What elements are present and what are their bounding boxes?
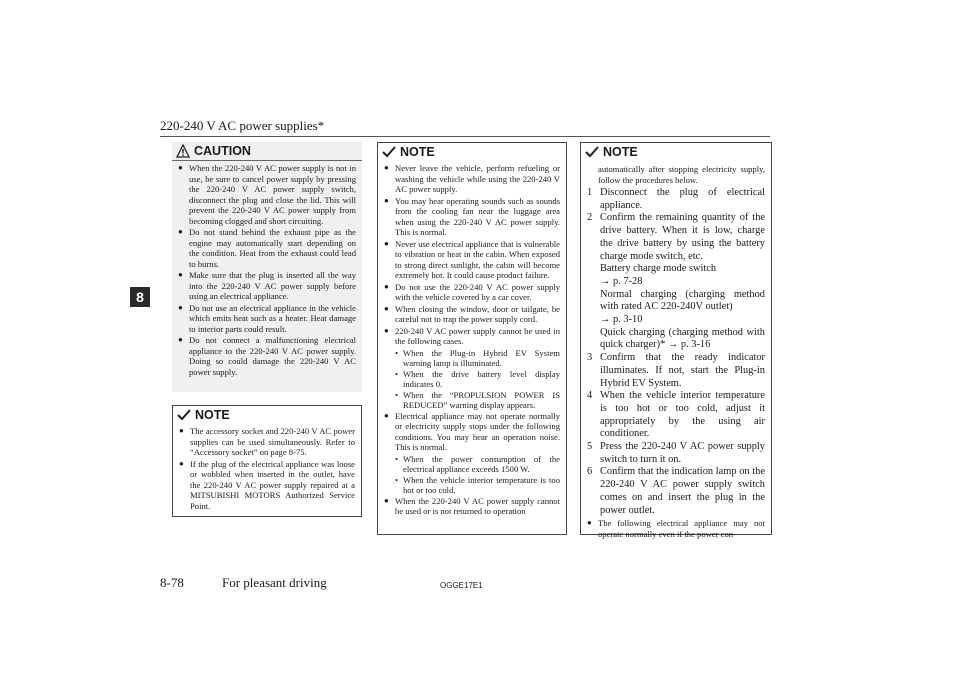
bullet-icon: ● bbox=[179, 426, 184, 435]
note-box-left bbox=[172, 405, 362, 517]
bullet-icon: ● bbox=[384, 163, 389, 172]
list-item: ● The accessory socket and 220-240 V AC power supplies can be used simultaneously. Refer to “Accessory socket” on page 8-75. bbox=[179, 426, 355, 457]
chapter-tab: 8 bbox=[130, 287, 150, 307]
page-header-title: 220-240 V AC power supplies* bbox=[160, 118, 325, 133]
reference-label: Battery charge mode switch bbox=[600, 263, 717, 275]
caution-header bbox=[172, 142, 362, 161]
reference-page: → p. 3-10 bbox=[600, 314, 643, 326]
list-item: ● Never leave the vehicle, perform refueling or washing the vehicle while using the 220-240 V AC power supply. bbox=[384, 163, 560, 194]
bullet-icon: ● bbox=[384, 303, 389, 313]
caution-box bbox=[172, 142, 362, 392]
note-header bbox=[378, 143, 566, 161]
bullet-icon: ● bbox=[178, 302, 183, 312]
sub-list-item: • When the power consumption of the electrical appliance exceeds 1500 W. bbox=[395, 453, 560, 474]
list-item: ● Do not use an electrical appliance in the vehicle which emits heat such as a heater. Heat damage to interior parts could result. bbox=[178, 302, 356, 334]
sub-list-item: • When the “PROPULSION POWER IS REDUCED” warning display appears. bbox=[395, 389, 560, 410]
list-item: ● Make sure that the plug is inserted all the way into the 220-240 V AC power supply before using an electrical appliance. bbox=[178, 270, 356, 301]
note-check-icon bbox=[177, 408, 191, 422]
document-code: OGGE17E1 bbox=[440, 581, 483, 590]
step-item: 1 Disconnect the plug of electrical appliance. bbox=[587, 187, 765, 211]
note-check-icon bbox=[585, 145, 599, 159]
note-title: NOTE bbox=[400, 145, 435, 159]
step-item: 3 Confirm that the ready indicator illuminates. If not, start the Plug-in Hybrid EV System. bbox=[587, 352, 765, 389]
note-title: NOTE bbox=[195, 408, 230, 422]
warning-triangle-icon bbox=[176, 144, 190, 158]
sub-list-item: • When the vehicle interior temperature is too hot or too cold. bbox=[395, 474, 560, 495]
step-item: 2 Confirm the remaining quantity of the drive battery. When it is low, charge the drive battery by using the battery charge mode switch, etc. bbox=[587, 212, 765, 262]
header-rule bbox=[160, 136, 770, 137]
note-title: NOTE bbox=[603, 145, 638, 159]
bullet-icon: ● bbox=[384, 238, 389, 248]
page-number: 8-78 bbox=[160, 575, 184, 590]
bullet-icon: ● bbox=[384, 495, 389, 505]
list-item: ● 220-240 V AC power supply cannot be used in the following cases. bbox=[384, 325, 560, 346]
step-item: 6 Confirm that the indication lamp on the 220-240 V AC power supply switch comes on and insert the plug in the power outlet. bbox=[587, 466, 765, 516]
caution-title: CAUTION bbox=[194, 144, 251, 158]
list-item: ● When the 220-240 V AC power supply is not in use, be sure to cancel power supply by pressing the 220-240 V AC power supply switch, disconnect the plug and close the lid. This will prevent the 220-240 V AC power supply from becoming clogged and short circuiting. bbox=[178, 163, 356, 226]
note-header bbox=[581, 143, 771, 161]
reference-page: → p. 7-28 bbox=[600, 275, 643, 287]
note-check-icon bbox=[382, 145, 396, 159]
list-item: ● Do not connect a malfunctioning electrical appliance to the 220-240 V AC power supply. Doing so could damage the 220-240 V AC power supply. bbox=[178, 335, 356, 377]
list-item: ● You may hear operating sounds such as sounds from the cooling fan near the luggage area when using the 220-240 V AC power supply. This is normal. bbox=[384, 195, 560, 237]
note-intro: automatically after stopping electricity supply, follow the procedures below. bbox=[598, 164, 765, 185]
note-header bbox=[173, 406, 361, 424]
list-item: ● Electrical appliance may not operate normally or electricity supply stops under the following conditions. You may hear an operation noise. This is normal. bbox=[384, 410, 560, 452]
list-item: ● Never use electrical appliance that is vulnerable to vibration or heat in the cabin. When exposed to strong direct sunlight, the cabin will become extremely hot. It could cause product failure. bbox=[384, 238, 560, 280]
bullet-icon: ● bbox=[587, 518, 592, 528]
bullet-icon: ● bbox=[179, 458, 184, 468]
bullet-icon: ● bbox=[178, 335, 183, 344]
bullet-icon: ● bbox=[384, 410, 389, 420]
step-item: 5 Press the 220-240 V AC power supply switch to turn it on. bbox=[587, 441, 765, 465]
sub-list-item: • When the drive battery level display indicates 0. bbox=[395, 368, 560, 389]
bullet-icon: ● bbox=[178, 270, 183, 279]
list-item: ● If the plug of the electrical appliance was loose or wobbled when inserted in the outlet, have the 220-240 V AC power supply repaired at a MITSUBISHI MOTORS Authorized Service Point. bbox=[179, 458, 355, 511]
note-box-right bbox=[580, 142, 772, 539]
bullet-icon: ● bbox=[384, 325, 389, 335]
list-item: ● Do not stand behind the exhaust pipe as the engine may automatically start depending on the condition. Heat from the exhaust could lead to burns. bbox=[178, 227, 356, 269]
bullet-icon: ● bbox=[178, 227, 183, 236]
bullet-icon: ● bbox=[178, 163, 183, 172]
list-item: ● When closing the window, door or tailgate, be careful not to trap the power supply cord. bbox=[384, 303, 560, 324]
list-item: ● The following electrical appliance may not operate normally even if the power con- bbox=[587, 518, 765, 539]
sub-list-item: • When the Plug-in Hybrid EV System warning lamp is illuminated. bbox=[395, 347, 560, 368]
reference-label: Normal charging (charging method with rated AC 220-240V outlet) bbox=[600, 288, 765, 313]
bullet-icon: ● bbox=[384, 195, 389, 205]
list-item: ● Do not use the 220-240 V AC power supply with the vehicle covered by a car cover. bbox=[384, 281, 560, 302]
step-item: 4 When the vehicle interior temperature is too hot or too cold, adjust it appropriately by the using air conditioner. bbox=[587, 390, 765, 440]
note-box-middle bbox=[377, 142, 567, 535]
bullet-icon: ● bbox=[384, 281, 389, 291]
reference-label: Quick charging (charging method with quick charger)* → p. 3-16 bbox=[600, 326, 765, 351]
section-title: For pleasant driving bbox=[222, 575, 327, 590]
list-item: ● When the 220-240 V AC power supply cannot be used or is not returned to operation bbox=[384, 495, 560, 516]
